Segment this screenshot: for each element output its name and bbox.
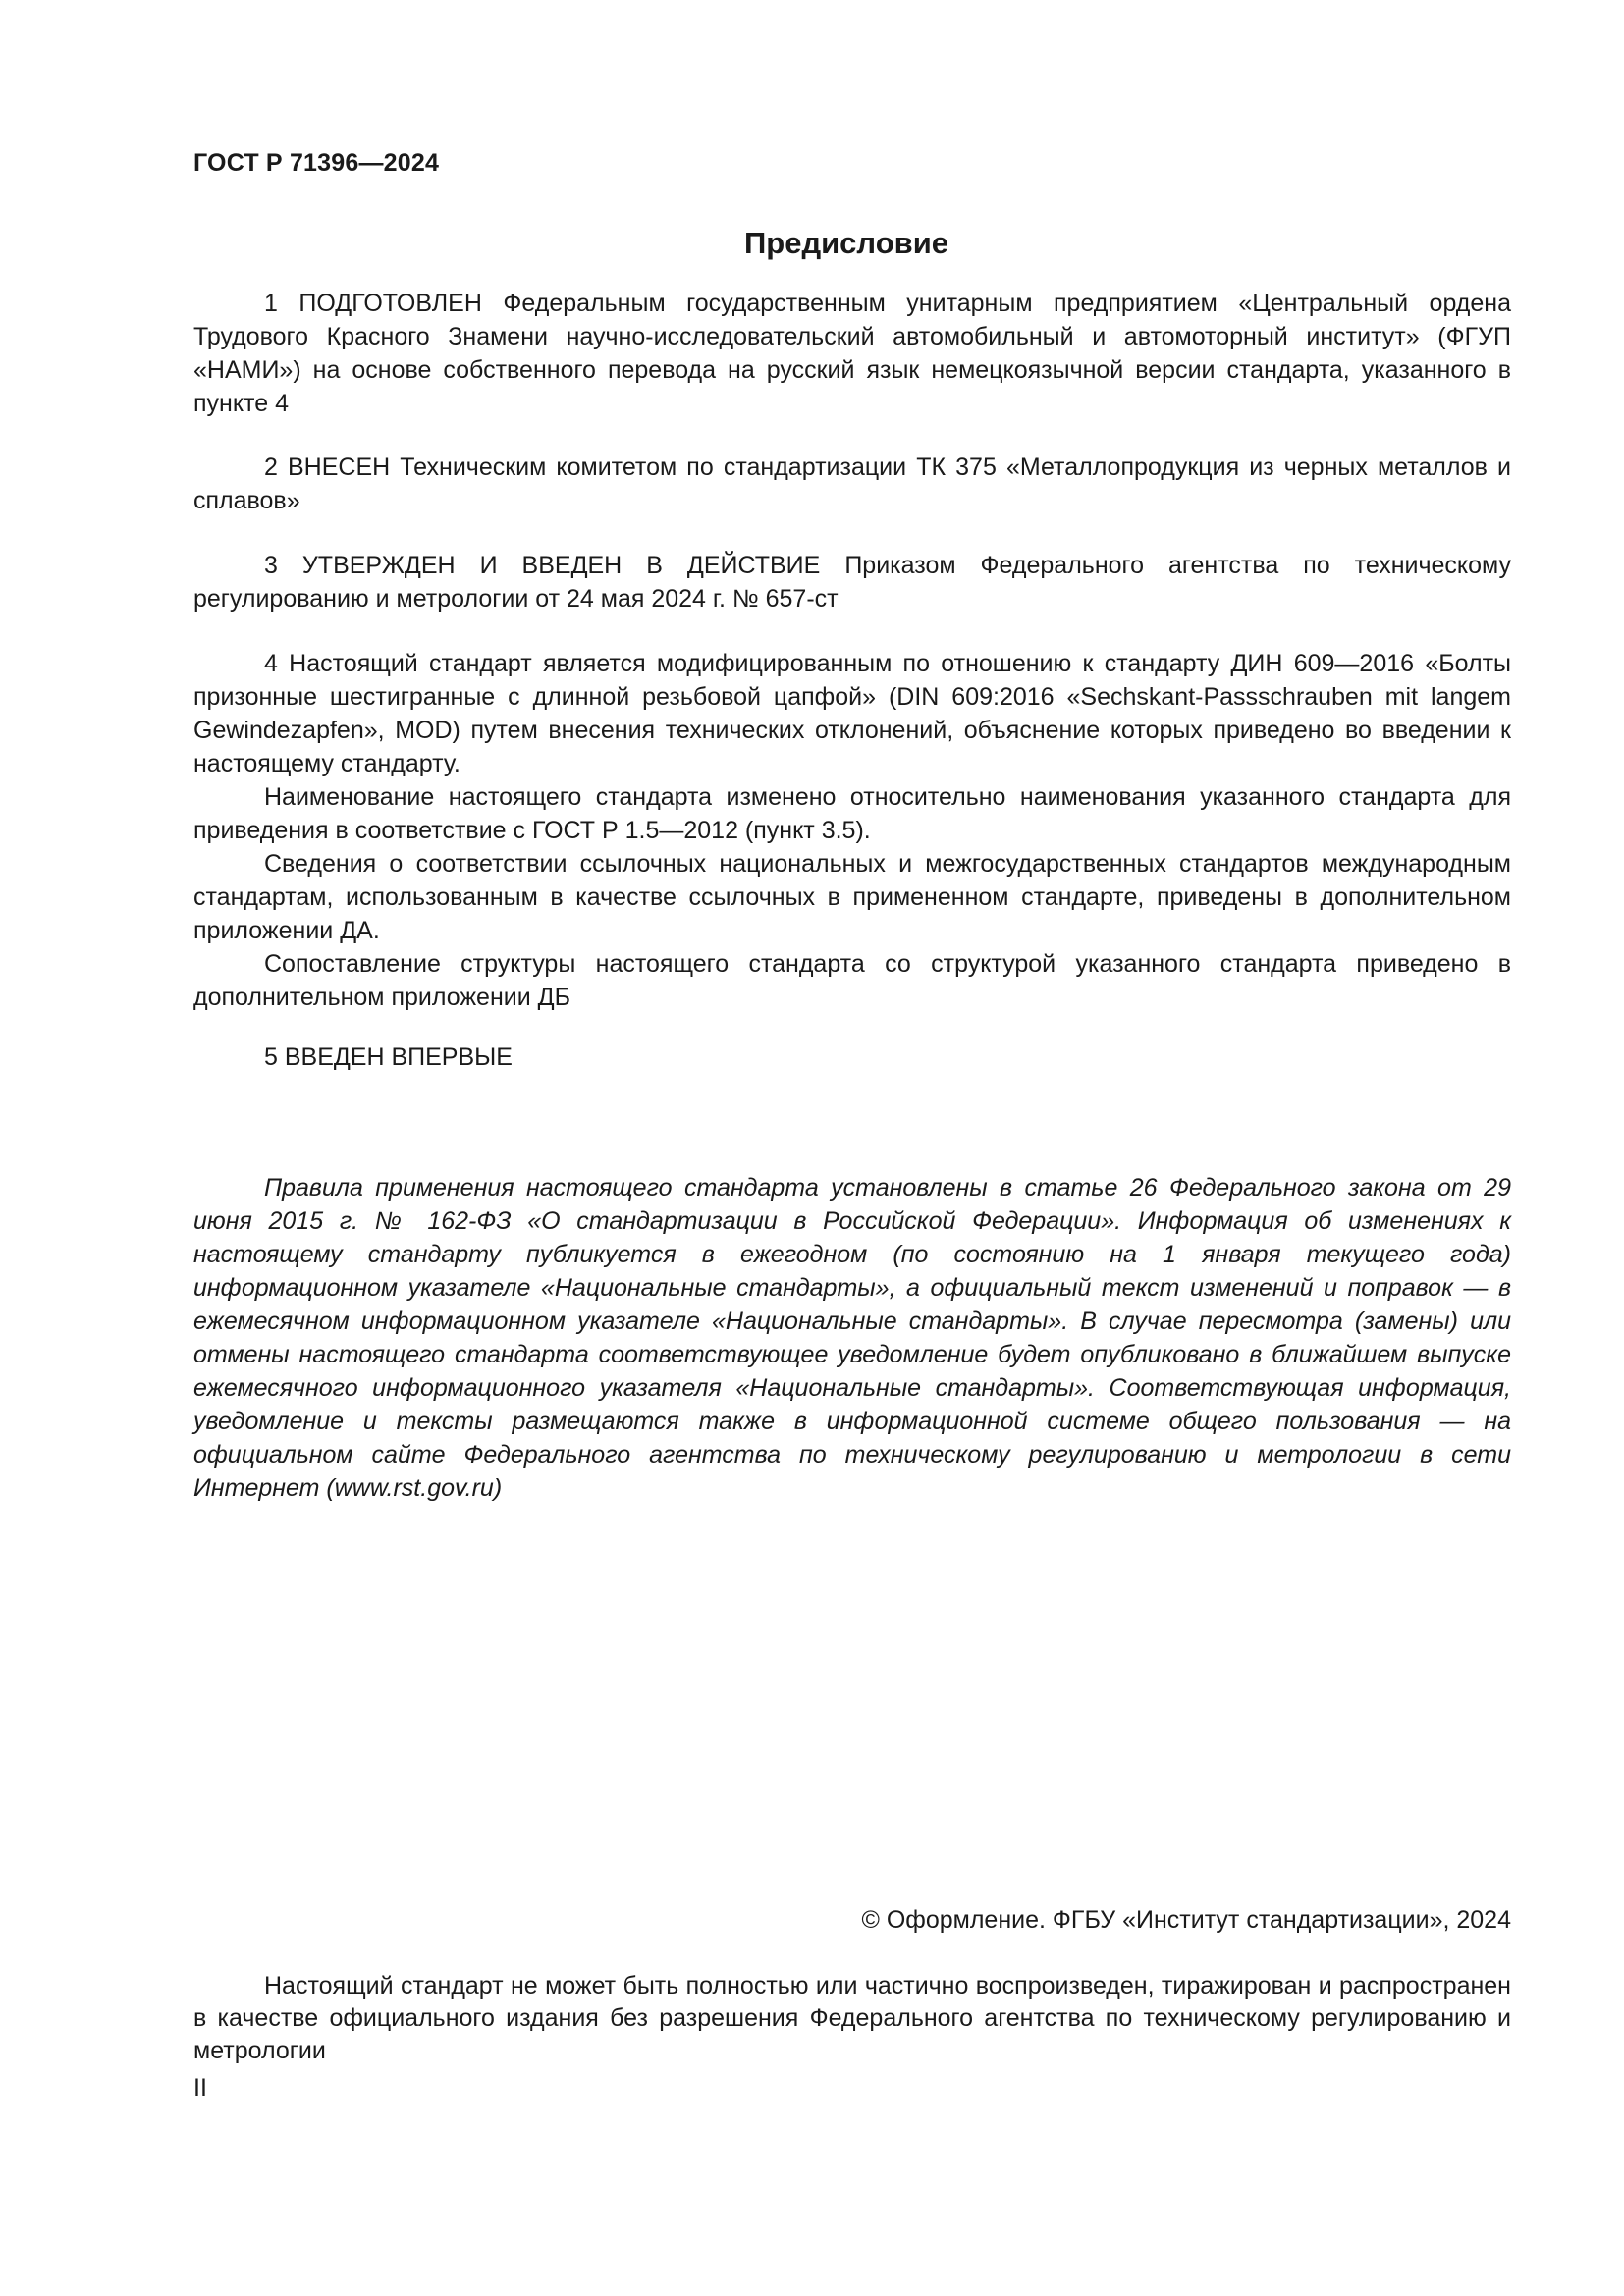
reproduction-restriction: Настоящий стандарт не может быть полностью или частично воспроизведен, тиражирован и распространен в качестве официального издания без разрешения Федерального агентства по техническому регулированию и метрологии (193, 1972, 1511, 2064)
section-4 (193, 647, 1511, 1014)
section-1 (193, 287, 1511, 420)
section-5-text: 5 ВВЕДЕН ВПЕРВЫЕ (264, 1043, 513, 1071)
copyright-notice: © Оформление. ФГБУ «Институт стандартизации», 2024 (861, 1906, 1511, 1934)
section-4-paragraph-3: Сведения о соответствии ссылочных национальных и межгосударственных стандартов международным стандартам, использованным в качестве ссылочных в примененном стандарте, приведены в дополнительном приложении ДА. (193, 850, 1511, 944)
section-5 (193, 1041, 1511, 1074)
page-number: II (193, 2074, 207, 2102)
section-4-paragraph-1: 4 Настоящий стандарт является модифицированным по отношению к стандарту ДИН 609—2016 «Болты призонные шестигранные с длинной резьбовой цапфой» (DIN 609:2016 «Sechskant-Passschrauben mit langem Gewindezapfen», MOD) путем внесения технических отклонений, объяснение которых приведено во введении к настоящему стандарту. (193, 650, 1511, 777)
section-4-paragraph-2: Наименование настоящего стандарта изменено относительно наименования указанного стандарта для приведения в соответствие с ГОСТ Р 1.5—2012 (пункт 3.5). (193, 783, 1511, 844)
section-3 (193, 549, 1511, 615)
application-rules-notice: Правила применения настоящего стандарта установлены в статье 26 Федерального закона от 29 июня 2015 г. № 162-ФЗ «О стандартизации в Российской Федерации». Информация об изменениях к настоящему стандарту публикуется в ежегодном (по состоянию на 1 января текущего года) информационном указателе «Национальные стандарты», а официальный текст изменений и поправок — в ежемесячном информационном указателе «Национальные стандарты». В случае пересмотра (замены) или отмены настоящего стандарта соответствующее уведомление будет опубликовано в ближайшем выпуске ежемесячного информационного указателя «Национальные стандарты». Соответствующая информация, уведомление и тексты размещаются также в информационной системе общего пользования — на официальном сайте Федерального агентства по техническому регулированию и метрологии в сети Интернет (www.rst.gov.ru) (193, 1174, 1511, 1502)
section-2-text: 2 ВНЕСЕН Техническим комитетом по стандартизации ТК 375 «Металлопродукция из черных металлов и сплавов» (193, 454, 1511, 514)
standard-code: ГОСТ Р 71396—2024 (193, 149, 440, 177)
section-1-text: 1 ПОДГОТОВЛЕН Федеральным государственным унитарным предприятием «Центральный ордена Трудового Красного Знамени научно-исследовательский автомобильный и автомоторный институт» (ФГУП «НАМИ») на основе собственного перевода на русский язык немецкоязычной версии стандарта, указанного в пункте 4 (193, 290, 1511, 417)
section-4-paragraph-4: Сопоставление структуры настоящего стандарта со структурой указанного стандарта приведено в дополнительном приложении ДБ (193, 950, 1511, 1011)
section-3-text: 3 УТВЕРЖДЕН И ВВЕДЕН В ДЕЙСТВИЕ Приказом Федерального агентства по техническому регулированию и метрологии от 24 мая 2024 г. № 657-ст (193, 552, 1511, 613)
section-2 (193, 451, 1511, 517)
page-title: Предисловие (743, 226, 948, 260)
